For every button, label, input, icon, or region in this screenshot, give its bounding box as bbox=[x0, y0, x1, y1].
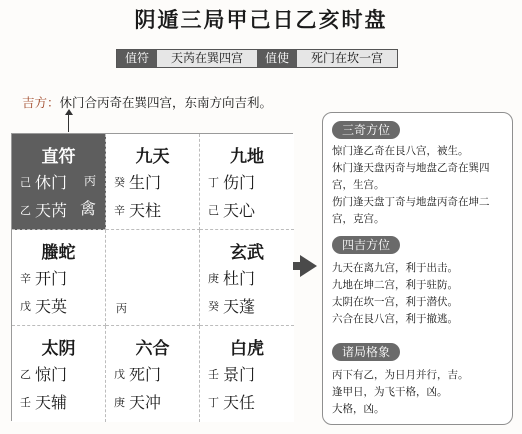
palace-star: 天芮 bbox=[35, 201, 68, 220]
section-line: 太阴在坎一宫，利于潜伏。 bbox=[332, 296, 458, 308]
palace-door: 景门 bbox=[223, 365, 256, 384]
palace-star: 天任 bbox=[223, 393, 256, 412]
center-stem: 丙 bbox=[116, 302, 127, 315]
earth-stem: 乙 bbox=[20, 204, 31, 217]
palace-door: 开门 bbox=[35, 269, 68, 288]
palace-zhen-3 bbox=[12, 230, 106, 326]
section-line: 惊门逢乙奇在艮八宫，被生。 bbox=[332, 145, 469, 157]
palace-kun-2 bbox=[200, 134, 294, 230]
palace-star: 天辅 bbox=[35, 393, 68, 412]
palace-star: 天柱 bbox=[129, 201, 162, 220]
heaven-stem: 丁 bbox=[208, 176, 219, 189]
earth-stem: 壬 bbox=[20, 396, 31, 409]
earth-stem: 庚 bbox=[114, 396, 125, 409]
palace-door: 惊门 bbox=[35, 365, 68, 384]
page-title: 阴遁三局甲己日乙亥时盘 bbox=[134, 8, 388, 32]
palace-god: 白虎 bbox=[230, 339, 264, 359]
zhishi-label: 值使 bbox=[257, 50, 297, 67]
earth-stem: 丁 bbox=[208, 396, 219, 409]
auspicious-tip bbox=[22, 93, 272, 111]
palace-god: 九天 bbox=[135, 147, 170, 167]
side-stem: 丙 bbox=[83, 174, 96, 188]
section-line: 丙下有乙，为日月并行，吉。 bbox=[332, 369, 469, 381]
palace-kan-1 bbox=[106, 326, 200, 422]
palace-god: 九地 bbox=[230, 147, 264, 167]
section-line: 伤门逢天盘丁奇与地盘丙奇在坤二 bbox=[332, 196, 490, 208]
zhifu-label: 值符 bbox=[117, 50, 157, 67]
palace-star: 天心 bbox=[223, 201, 256, 220]
earth-stem: 己 bbox=[208, 204, 219, 217]
palace-gen-8 bbox=[12, 326, 106, 422]
section-title: 诸局格象 bbox=[332, 343, 400, 361]
heaven-stem: 辛 bbox=[20, 272, 31, 285]
section-line: 休门逢天盘丙奇与地盘乙奇在巽四 bbox=[332, 162, 490, 174]
palace-door: 伤门 bbox=[223, 173, 256, 192]
pointer-line bbox=[68, 112, 69, 132]
tip-key: 吉方： bbox=[22, 95, 60, 110]
section-body bbox=[332, 260, 508, 328]
nine-palace-grid bbox=[11, 133, 293, 421]
palace-star: 天冲 bbox=[129, 393, 162, 412]
palace-door: 杜门 bbox=[223, 269, 256, 288]
palace-star: 天英 bbox=[35, 297, 68, 316]
heaven-stem: 乙 bbox=[20, 368, 31, 381]
section-body bbox=[332, 367, 508, 418]
heaven-stem: 庚 bbox=[208, 272, 219, 285]
earth-stem: 戊 bbox=[20, 300, 31, 313]
right-arrow-icon bbox=[300, 255, 317, 277]
palace-li-9 bbox=[106, 134, 200, 230]
section-body bbox=[332, 143, 508, 228]
heaven-stem: 壬 bbox=[208, 368, 219, 381]
earth-stem: 癸 bbox=[208, 300, 219, 313]
palace-god: 螣蛇 bbox=[41, 243, 76, 263]
palace-qian-6 bbox=[200, 326, 294, 422]
palace-door: 休门 bbox=[35, 173, 68, 192]
section-line: 九地在坤二宫，利于驻防。 bbox=[332, 279, 458, 291]
section-line: 宫，生宫。 bbox=[332, 179, 385, 191]
section-line: 九天在离九宫，利于出击。 bbox=[332, 262, 458, 274]
zhishi-value: 死门在坎一宫 bbox=[297, 50, 397, 67]
palace-star: 天蓬 bbox=[223, 297, 256, 316]
palace-god: 直符 bbox=[41, 147, 76, 167]
side-star: 禽 bbox=[79, 199, 96, 218]
section-line: 大格，凶。 bbox=[332, 403, 385, 415]
palace-door: 生门 bbox=[129, 173, 162, 192]
analysis-panel bbox=[322, 112, 513, 425]
palace-dui-7 bbox=[200, 230, 294, 326]
heaven-stem: 戊 bbox=[114, 368, 125, 381]
palace-god: 太阴 bbox=[41, 339, 76, 359]
section-title: 三奇方位 bbox=[332, 121, 400, 139]
info-bar bbox=[116, 49, 398, 68]
palace-center-5 bbox=[106, 230, 200, 326]
section-line: 六合在艮八宫，利于撤逃。 bbox=[332, 313, 458, 325]
palace-god: 玄武 bbox=[230, 243, 264, 263]
palace-xun-4 bbox=[12, 134, 106, 230]
palace-god: 六合 bbox=[135, 339, 170, 359]
section-line: 宫，克宫。 bbox=[332, 213, 385, 225]
section-line: 逢甲日，为飞干格，凶。 bbox=[332, 386, 448, 398]
section-title: 四吉方位 bbox=[332, 236, 400, 254]
palace-door: 死门 bbox=[129, 365, 162, 384]
heaven-stem: 己 bbox=[20, 176, 31, 189]
zhifu-value: 天芮在巽四宫 bbox=[157, 50, 257, 67]
pointer-arrowhead bbox=[65, 109, 73, 115]
earth-stem: 辛 bbox=[114, 204, 125, 217]
tip-text: 休门合丙奇在巽四宫，东南方向吉利。 bbox=[59, 95, 273, 110]
heaven-stem: 癸 bbox=[114, 176, 125, 189]
